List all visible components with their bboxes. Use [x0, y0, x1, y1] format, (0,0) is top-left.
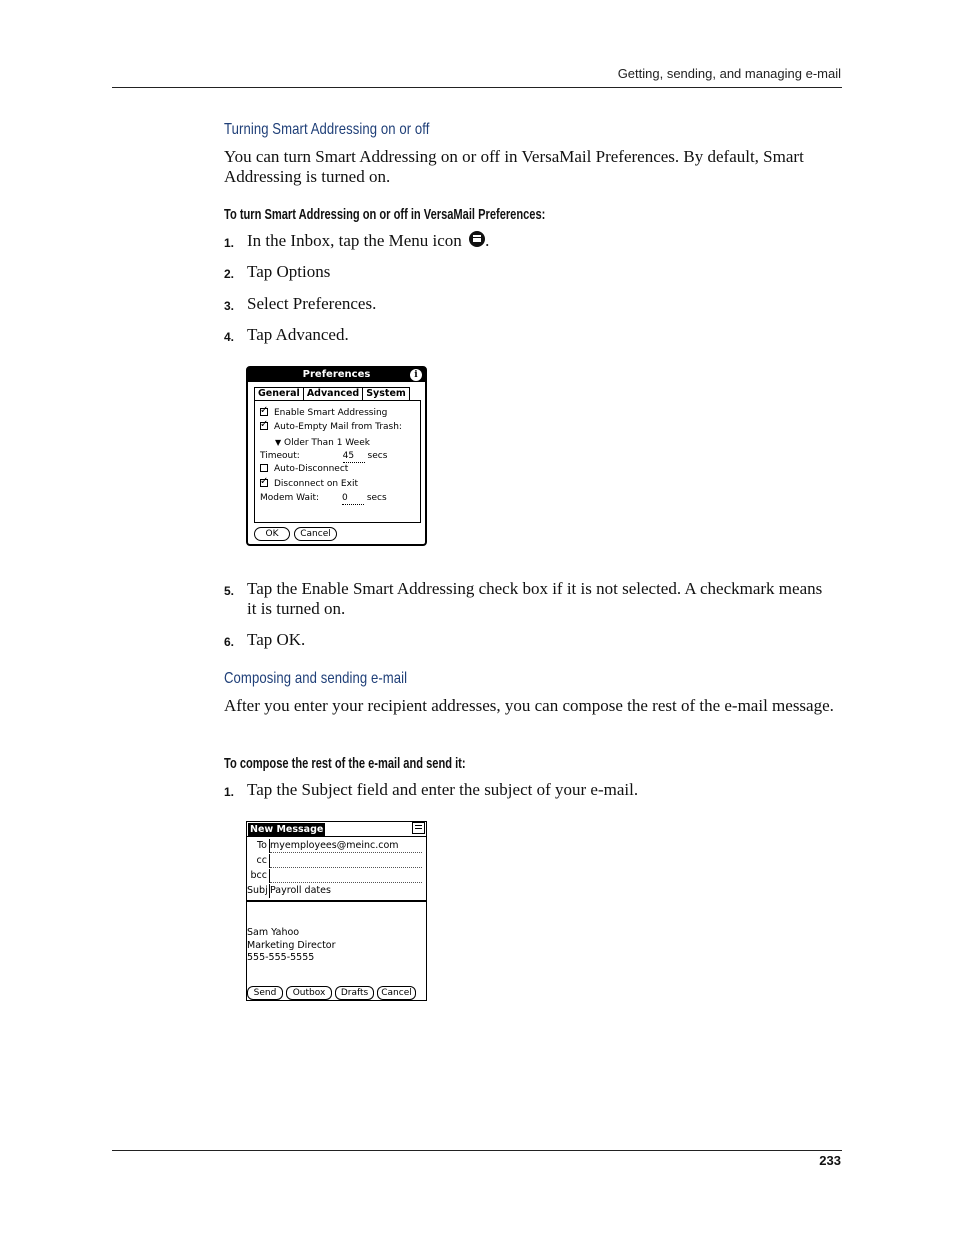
signature-line: Marketing Director — [247, 940, 336, 951]
signature-line: 555-555-5555 — [247, 952, 315, 963]
step-number: 6. — [224, 635, 235, 649]
cancel-button[interactable]: Cancel — [377, 986, 416, 1000]
preferences-screenshot — [246, 366, 427, 546]
new-message-title: New Message — [250, 824, 324, 835]
enable-smart-addressing-row[interactable] — [260, 408, 387, 419]
new-message-screenshot — [246, 821, 427, 1001]
subject-row — [247, 884, 422, 898]
header-rule — [112, 87, 842, 88]
cancel-button[interactable]: Cancel — [294, 527, 337, 541]
enable-smart-addressing-label: Enable Smart Addressing — [274, 408, 388, 418]
timeout-label: Timeout: — [260, 451, 300, 461]
step-text: Tap OK. — [247, 630, 306, 649]
section-heading-smart-addressing: Turning Smart Addressing on or off — [224, 121, 430, 138]
step-number: 5. — [224, 584, 235, 598]
step-3 — [224, 294, 834, 314]
checkbox-checked-icon[interactable] — [260, 422, 268, 430]
step-punct: . — [485, 231, 490, 250]
auto-disconnect-row[interactable] — [260, 464, 348, 475]
bcc-row — [247, 869, 422, 883]
step-number: 1. — [224, 236, 235, 250]
step-number: 2. — [224, 267, 235, 281]
timeout-field[interactable]: 45 — [343, 451, 365, 463]
title-underline — [247, 836, 426, 837]
checkbox-unchecked-icon[interactable] — [260, 464, 268, 472]
advanced-panel — [254, 400, 421, 523]
step-number: 4. — [224, 330, 235, 344]
step-number: 3. — [224, 299, 235, 313]
to-row — [247, 839, 422, 853]
section-intro-smart-addressing: You can turn Smart Addressing on or off in VersaMail Preferences. By default, Smart Addressing is turned on. — [224, 147, 804, 186]
triangle-down-icon: ▼ — [275, 438, 282, 447]
section-intro-composing: After you enter your recipient addresses, you can compose the rest of the e-mail message. — [224, 696, 834, 715]
disconnect-on-exit-row[interactable] — [260, 479, 358, 490]
preferences-title: Preferences — [248, 368, 425, 382]
procedure-title-composing: To compose the rest of the e-mail and send it: — [224, 755, 466, 772]
outbox-button[interactable]: Outbox — [286, 986, 332, 1000]
cc-label[interactable]: cc — [247, 854, 270, 868]
auto-empty-label: Auto-Empty Mail from Trash: — [274, 422, 402, 432]
tab-general[interactable]: General — [254, 387, 304, 401]
bcc-label[interactable]: bcc — [247, 869, 270, 883]
info-icon[interactable]: i — [410, 369, 422, 381]
step-number: 1. — [224, 785, 235, 799]
modem-wait-unit: secs — [366, 493, 387, 503]
timeout-row — [260, 451, 387, 463]
disconnect-on-exit-label: Disconnect on Exit — [274, 479, 358, 489]
cc-field[interactable] — [270, 854, 422, 868]
to-field[interactable]: myemployees@meinc.com — [270, 839, 422, 853]
modem-wait-row — [260, 493, 387, 505]
procedure-title-smart-addressing: To turn Smart Addressing on or off in VersaMail Preferences: — [224, 206, 546, 223]
modem-wait-field[interactable]: 0 — [342, 493, 364, 505]
checkbox-checked-icon[interactable] — [260, 408, 268, 416]
older-than-value: Older Than 1 Week — [284, 438, 370, 448]
modem-wait-label: Modem Wait: — [260, 493, 320, 503]
tab-system[interactable]: System — [362, 387, 410, 401]
step-2 — [224, 262, 834, 282]
drafts-button[interactable]: Drafts — [335, 986, 374, 1000]
checkbox-checked-icon[interactable] — [260, 479, 268, 487]
step-text: Tap Advanced. — [247, 325, 349, 344]
page-number: 233 — [819, 1153, 841, 1168]
section-heading-composing: Composing and sending e-mail — [224, 670, 408, 687]
cc-row — [247, 854, 422, 868]
tab-advanced[interactable]: Advanced — [303, 387, 363, 401]
step-text: In the Inbox, tap the Menu icon — [247, 231, 462, 250]
to-label[interactable]: To — [247, 839, 270, 853]
auto-empty-row[interactable] — [260, 422, 402, 433]
running-header: Getting, sending, and managing e-mail — [617, 66, 841, 81]
step-1 — [224, 231, 834, 251]
preferences-tabs — [254, 387, 421, 401]
signature-line: Sam Yahoo — [247, 927, 300, 938]
step-5 — [224, 579, 834, 619]
bcc-field[interactable] — [270, 869, 422, 883]
step-text: Tap the Enable Smart Addressing check box if it is not selected. A checkmark means it is turned on. — [247, 579, 823, 618]
older-than-trigger[interactable] — [275, 437, 370, 449]
step-text: Tap Options — [247, 262, 331, 281]
step-text: Select Preferences. — [247, 294, 377, 313]
step-compose-1 — [224, 780, 834, 800]
menu-icon — [469, 231, 485, 247]
auto-disconnect-label: Auto-Disconnect — [274, 464, 349, 474]
footer-rule — [112, 1150, 842, 1151]
ok-button[interactable]: OK — [254, 527, 290, 541]
subject-field[interactable]: Payroll dates — [270, 885, 331, 896]
subject-label[interactable]: Subj — [247, 884, 270, 898]
menu-icon[interactable] — [412, 822, 425, 834]
send-button[interactable]: Send — [247, 986, 283, 1000]
step-text: Tap the Subject field and enter the subject of your e-mail. — [247, 780, 639, 799]
step-4 — [224, 325, 834, 345]
body-divider — [247, 900, 426, 902]
step-6 — [224, 630, 834, 650]
timeout-unit: secs — [367, 451, 388, 461]
